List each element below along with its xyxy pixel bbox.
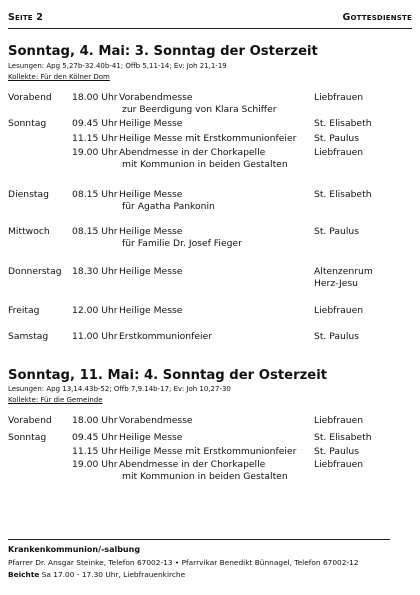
schedule-description: Heilige Messe xyxy=(119,118,183,129)
schedule-day: Vorabend xyxy=(8,415,52,426)
schedule-place: St. Paulus xyxy=(314,446,360,457)
week1-title: Sonntag, 4. Mai: 3. Sonntag der Osterzeit xyxy=(8,44,318,59)
schedule-day: Freitag xyxy=(8,305,40,316)
schedule-day: Samstag xyxy=(8,331,49,342)
schedule-detail: mit Kommunion in beiden Gestalten xyxy=(122,158,288,170)
schedule-place: Liebfrauen xyxy=(314,92,364,103)
schedule-day: Dienstag xyxy=(8,189,49,200)
schedule-description: Heilige Messe xyxy=(119,226,183,237)
schedule-place: Liebfrauen xyxy=(314,459,364,470)
schedule-description: Abendmesse in der Chorkapelle xyxy=(119,147,266,158)
schedule-place: St. Elisabeth xyxy=(314,432,372,443)
schedule-day: Sonntag xyxy=(8,432,47,443)
footer-beichte xyxy=(8,570,185,579)
schedule-place: Liebfrauen xyxy=(314,147,364,158)
schedule-place: St. Paulus xyxy=(314,133,360,144)
schedule-place-line2: Herz-Jesu xyxy=(314,277,358,289)
schedule-description: Heilige Messe mit Erstkommunionfeier xyxy=(119,446,297,457)
footer-divider xyxy=(8,539,390,540)
schedule-time: 11.00 Uhr xyxy=(72,331,118,342)
schedule-time: 11.15 Uhr xyxy=(72,446,118,457)
schedule-time: 08.15 Uhr xyxy=(72,189,118,200)
schedule-time: 11.15 Uhr xyxy=(72,133,118,144)
schedule-detail: für Familie Dr. Josef Fieger xyxy=(122,237,242,249)
section-title: Gottesdienste xyxy=(342,12,412,23)
page-number: Seite 2 xyxy=(8,12,44,23)
schedule-description: Heilige Messe mit Erstkommunionfeier xyxy=(119,133,297,144)
schedule-place: Altenzenrum xyxy=(314,266,373,277)
schedule-place: St. Elisabeth xyxy=(314,189,372,200)
week2-kollekte: Kollekte: Für die Gemeinde xyxy=(8,396,103,404)
schedule-place: Liebfrauen xyxy=(314,305,364,316)
schedule-description: Heilige Messe xyxy=(119,266,183,277)
schedule-time: 18.30 Uhr xyxy=(72,266,118,277)
schedule-description: Heilige Messe xyxy=(119,189,183,200)
schedule-time: 19.00 Uhr xyxy=(72,459,118,470)
week2-lesungen: Lesungen: Apg 13,14.43b-52; Offb 7,9.14b-17; Ev: Joh 10,27-30 xyxy=(8,385,231,393)
schedule-description: Heilige Messe xyxy=(119,432,183,443)
schedule-time: 18.00 Uhr xyxy=(72,92,118,103)
schedule-place: St. Paulus xyxy=(314,226,360,237)
schedule-description: Vorabendmesse xyxy=(119,92,193,103)
page-header xyxy=(8,6,412,29)
schedule-time: 09.45 Uhr xyxy=(72,118,118,129)
footer-heading: Krankenkommunion/-salbung xyxy=(8,545,141,554)
schedule-day: Vorabend xyxy=(8,92,52,103)
schedule-place: St. Paulus xyxy=(314,331,360,342)
schedule-detail: mit Kommunion in beiden Gestalten xyxy=(122,470,288,482)
schedule-place: St. Elisabeth xyxy=(314,118,372,129)
schedule-time: 09.45 Uhr xyxy=(72,432,118,443)
schedule-day: Sonntag xyxy=(8,118,47,129)
schedule-time: 18.00 Uhr xyxy=(72,415,118,426)
beichte-text: Sa 17.00 - 17.30 Uhr, Liebfrauenkirche xyxy=(41,570,186,579)
schedule-time: 19.00 Uhr xyxy=(72,147,118,158)
schedule-day: Mittwoch xyxy=(8,226,50,237)
week2-title: Sonntag, 11. Mai: 4. Sonntag der Osterzeit xyxy=(8,368,328,383)
schedule-description: Erstkommunionfeier xyxy=(119,331,212,342)
footer-contacts: Pfarrer Dr. Ansgar Steinke, Telefon 67002-13 • Pfarrvikar Benedikt Bünnagel, Telefon 67002-12 xyxy=(8,558,359,567)
schedule-time: 12.00 Uhr xyxy=(72,305,118,316)
schedule-description: Abendmesse in der Chorkapelle xyxy=(119,459,266,470)
schedule-description: Vorabendmesse xyxy=(119,415,193,426)
week1-kollekte: Kollekte: Für den Kölner Dom xyxy=(8,73,110,81)
schedule-day: Donnerstag xyxy=(8,266,62,277)
schedule-detail: zur Beerdigung von Klara Schiffer xyxy=(122,103,277,115)
beichte-label: Beichte xyxy=(8,570,40,579)
schedule-description: Heilige Messe xyxy=(119,305,183,316)
schedule-time: 08.15 Uhr xyxy=(72,226,118,237)
schedule-place: Liebfrauen xyxy=(314,415,364,426)
schedule-detail: für Agatha Pankonin xyxy=(122,200,215,212)
week1-lesungen: Lesungen: Apg 5,27b-32.40b-41; Offb 5,11-14; Ev: Joh 21,1-19 xyxy=(8,62,227,70)
